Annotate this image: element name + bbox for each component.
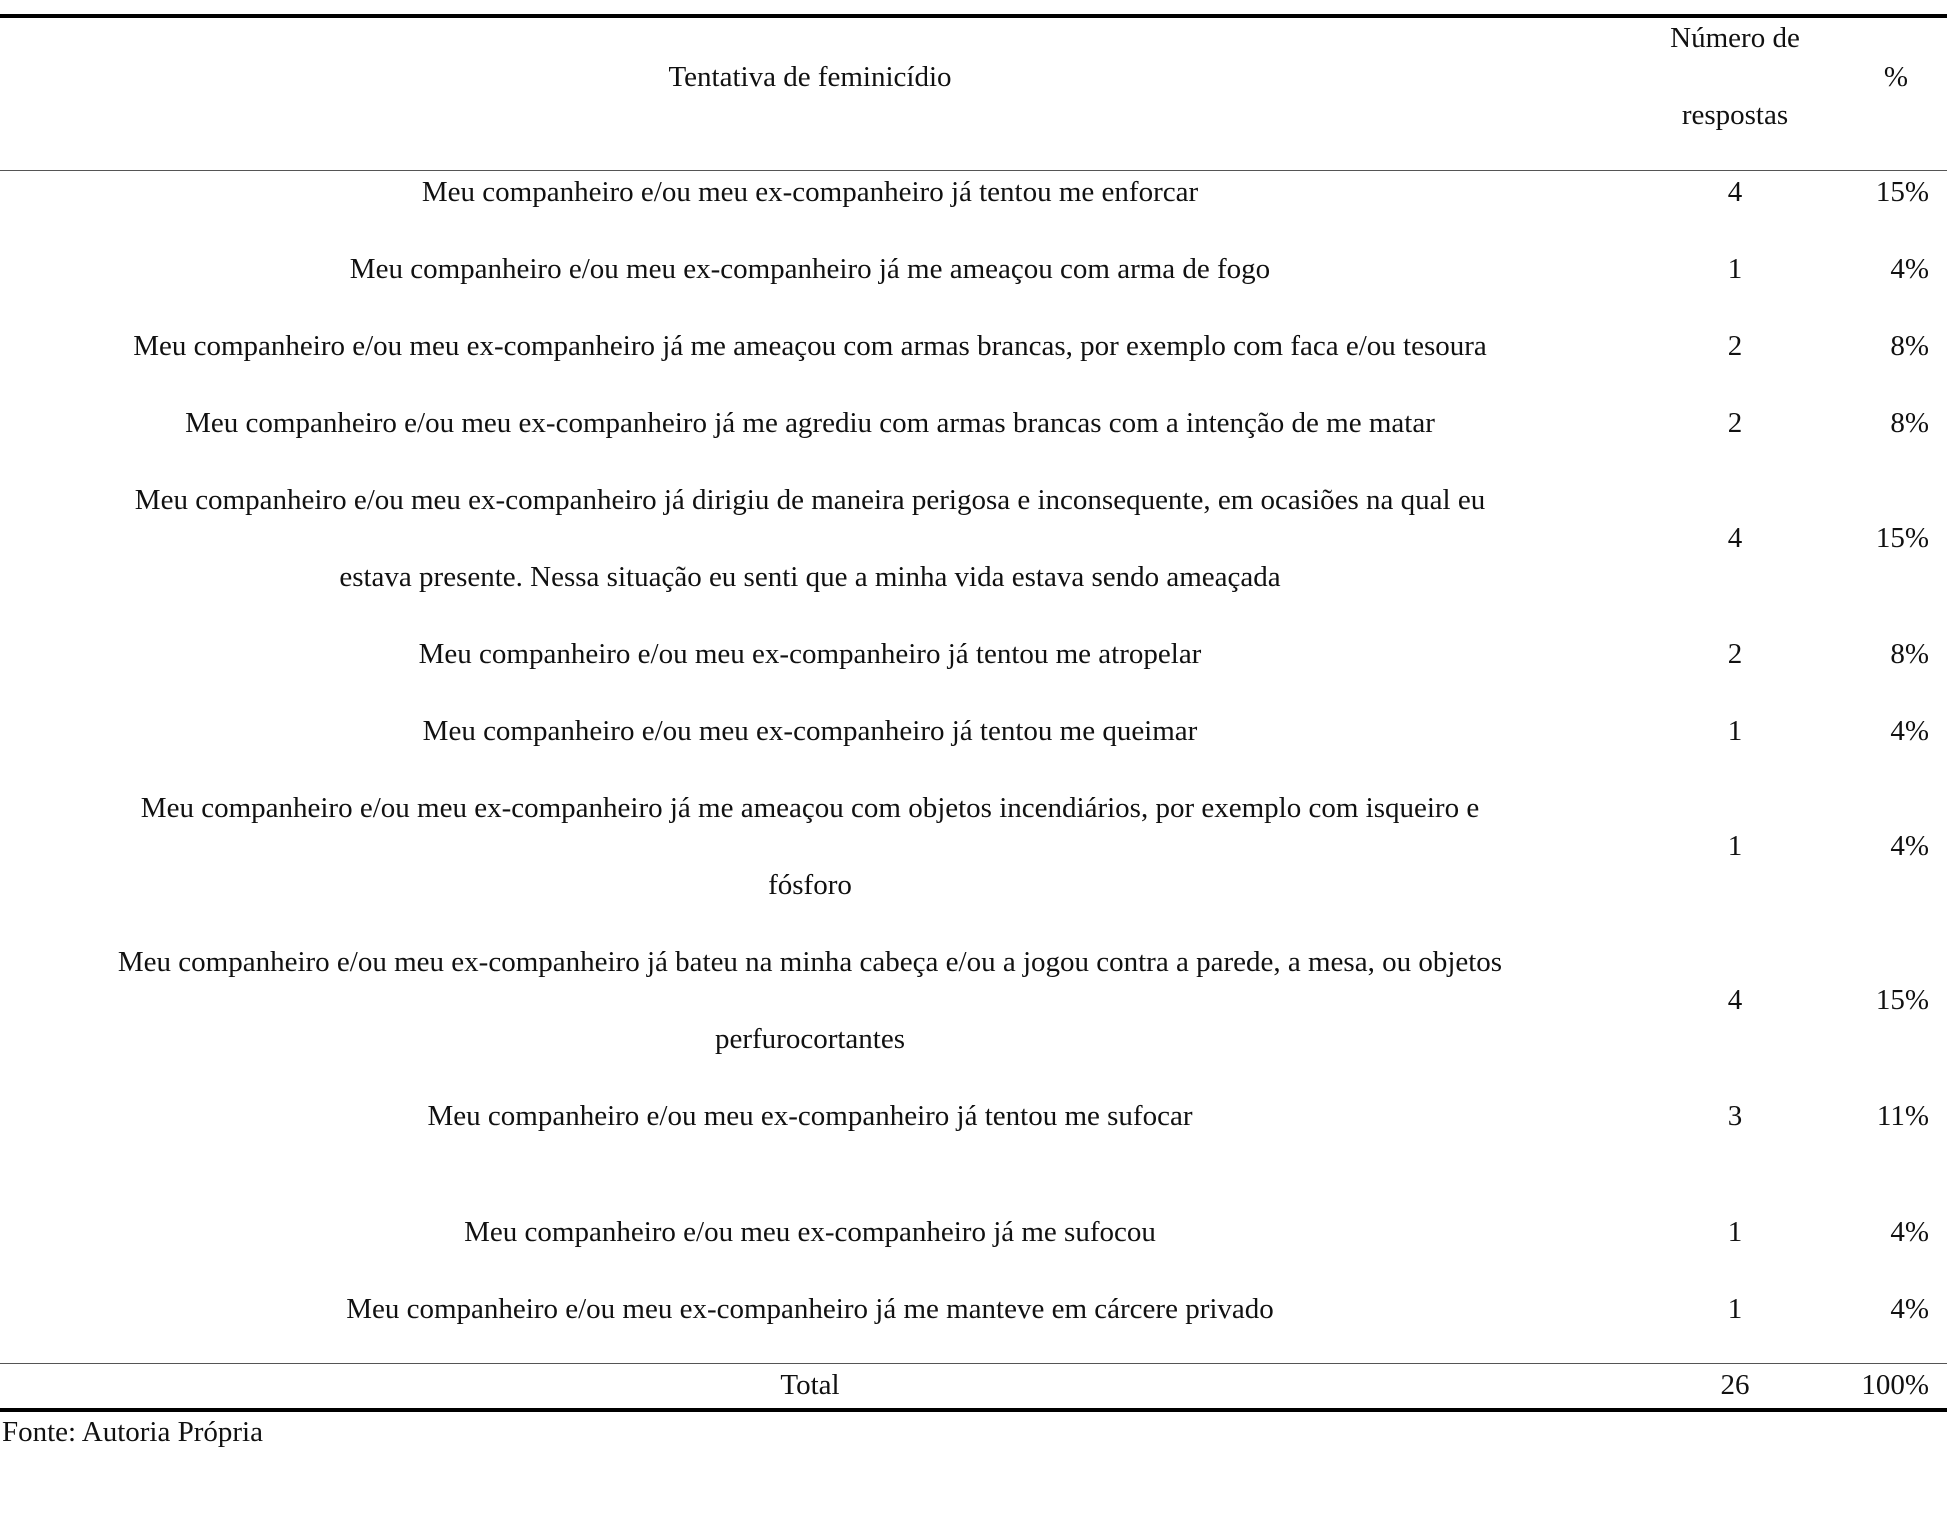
total-label: Total [780, 1369, 840, 1401]
row-11-percent: 4% [1890, 1216, 1929, 1248]
row-1-count: 4 [1727, 176, 1743, 208]
table-bottom-rule [0, 1408, 1947, 1412]
row-4-count: 2 [1727, 407, 1743, 439]
row-6-description: Meu companheiro e/ou meu ex-companheiro já tentou me atropelar [418, 638, 1202, 670]
header-description: Tentativa de feminicídio [668, 61, 952, 93]
row-2-percent: 4% [1890, 253, 1929, 285]
row-2-count: 1 [1727, 253, 1743, 285]
row-1-percent: 15% [1875, 176, 1929, 208]
row-8-count: 1 [1727, 830, 1743, 862]
row-5-percent: 15% [1875, 522, 1929, 554]
row-5-description-line-1: Meu companheiro e/ou meu ex-companheiro já dirigiu de maneira perigosa e inconsequente, em ocasiões na qual eu [134, 484, 1486, 516]
row-8-description-line-2: fósforo [768, 869, 852, 901]
row-11-count: 1 [1727, 1216, 1743, 1248]
row-1-description: Meu companheiro e/ou meu ex-companheiro já tentou me enforcar [421, 176, 1199, 208]
row-11-description: Meu companheiro e/ou meu ex-companheiro já me sufocou [464, 1216, 1156, 1248]
row-9-percent: 15% [1875, 984, 1929, 1016]
row-4-percent: 8% [1890, 407, 1929, 439]
row-5-description-line-2: estava presente. Nessa situação eu senti que a minha vida estava sendo ameaçada [339, 561, 1281, 593]
row-5-count: 4 [1727, 522, 1743, 554]
header-count-line-1: Número de [1670, 22, 1800, 54]
row-7-description: Meu companheiro e/ou meu ex-companheiro já tentou me queimar [422, 715, 1198, 747]
row-6-count: 2 [1727, 638, 1743, 670]
row-8-description-line-1: Meu companheiro e/ou meu ex-companheiro já me ameaçou com objetos incendiários, por exemplo com isqueiro e [140, 792, 1480, 824]
row-10-percent: 11% [1876, 1100, 1929, 1132]
source-footnote: Fonte: Autoria Própria [2, 1416, 263, 1448]
total-percent: 100% [1861, 1369, 1929, 1401]
row-4-description: Meu companheiro e/ou meu ex-companheiro já me agrediu com armas brancas com a intenção de me matar [185, 407, 1435, 439]
header-count [1640, 0, 1830, 154]
row-8-percent: 4% [1890, 830, 1929, 862]
row-3-percent: 8% [1890, 330, 1929, 362]
row-9-description-line-1: Meu companheiro e/ou meu ex-companheiro já bateu na minha cabeça e/ou a jogou contra a parede, a mesa, ou objetos [117, 946, 1503, 978]
row-7-percent: 4% [1890, 715, 1929, 747]
row-12-description: Meu companheiro e/ou meu ex-companheiro já me manteve em cárcere privado [346, 1293, 1274, 1325]
row-9-count: 4 [1727, 984, 1743, 1016]
row-2-description: Meu companheiro e/ou meu ex-companheiro já me ameaçou com arma de fogo [349, 253, 1271, 285]
row-6-percent: 8% [1890, 638, 1929, 670]
row-9-description-line-2: perfurocortantes [714, 1023, 905, 1055]
total-count: 26 [1720, 1369, 1750, 1401]
row-7-count: 1 [1727, 715, 1743, 747]
row-3-count: 2 [1727, 330, 1743, 362]
row-12-percent: 4% [1890, 1293, 1929, 1325]
header-count-line-2: respostas [1681, 99, 1789, 131]
row-3-description: Meu companheiro e/ou meu ex-companheiro já me ameaçou com armas brancas, por exemplo com faca e/ou tesoura [133, 330, 1487, 362]
header-percent: % [1883, 61, 1909, 93]
row-12-count: 1 [1727, 1293, 1743, 1325]
row-10-count: 3 [1727, 1100, 1743, 1132]
row-10-description: Meu companheiro e/ou meu ex-companheiro já tentou me sufocar [427, 1100, 1193, 1132]
